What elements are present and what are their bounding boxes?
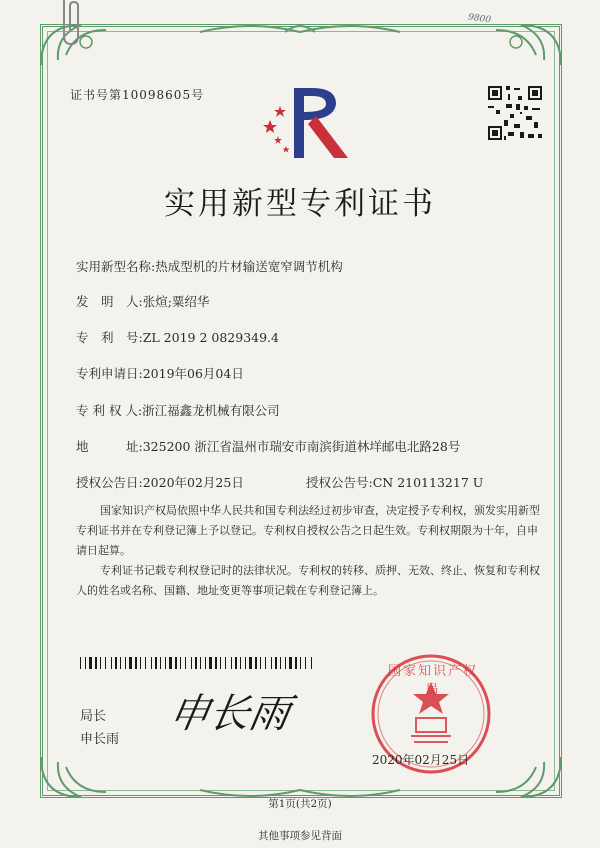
grant-date-value: 2020年02月25日 [142, 475, 244, 490]
ornament-top-right [476, 20, 566, 70]
grant-number-value: CN 210113217 U [372, 475, 484, 490]
barcode [80, 657, 314, 669]
patentee-row [76, 401, 280, 419]
inventor-value: 张煊;粟绍华 [142, 294, 210, 309]
seal-date: 2020年02月25日 [372, 753, 470, 767]
field-label: 授权公告日: [76, 475, 143, 490]
legal-status-paragraph: 专利证书记载专利权登记时的法律状况。专利权的转移、质押、无效、终止、恢复和专利权人的姓名或名称、国籍、地址变更等事项记载在专利登记簿上。 [76, 564, 540, 597]
patent-number-row [76, 328, 279, 346]
field-label: 地 址: [76, 439, 143, 454]
patent-number-value: ZL 2019 2 0829349.4 [142, 330, 279, 345]
director-name: 申长雨 [80, 732, 120, 747]
star-icon [274, 136, 282, 144]
handwritten-note: 9800 [467, 12, 492, 26]
ornament-bottom-left [36, 752, 126, 802]
certificate-number: 证书号第10098605号 [70, 88, 205, 102]
utility-model-name: 热成型机的片材输送宽窄调节机构 [155, 259, 343, 274]
field-label: 专利申请日: [76, 366, 143, 381]
field-label: 授权公告号: [306, 475, 373, 490]
field-label: 专 利 号: [76, 330, 143, 345]
address-value: 325200 浙江省温州市瑞安市南滨街道林垟邮电北路28号 [142, 439, 461, 454]
application-date-row [76, 364, 244, 382]
star-icon [263, 120, 277, 133]
utility-model-name-row [76, 257, 343, 275]
field-label: 实用新型名称: [76, 259, 156, 274]
address-row [76, 437, 460, 455]
application-date-value: 2019年06月04日 [142, 366, 244, 381]
field-label: 专 利 权 人: [76, 403, 143, 418]
grant-date-row [76, 473, 244, 491]
certificate-title: 实用新型专利证书 [164, 186, 436, 222]
inventor-row [76, 292, 209, 310]
back-page-note: 其他事项参见背面 [258, 830, 342, 842]
paper-clip [56, 0, 86, 48]
director-title: 局长 [80, 709, 107, 724]
ornament-top-center [200, 20, 400, 42]
star-icon [274, 106, 286, 117]
cnipa-logo [256, 80, 352, 164]
field-label: 发 明 人: [76, 294, 143, 309]
grant-number-row [306, 473, 483, 491]
patentee-value: 浙江福鑫龙机械有限公司 [142, 403, 280, 418]
qr-code [486, 84, 544, 142]
grant-paragraph: 国家知识产权局依照中华人民共和国专利法经过初步审查，决定授予专利权，颁发实用新型专利证书并在专利登记簿上予以登记。专利权自授权公告之日起生效。专利权期限为十年，自申请日起算。 [76, 504, 540, 557]
star-icon [283, 146, 290, 153]
director-signature: 申长雨 [165, 691, 294, 737]
seal-text: 国家知识产权局 [388, 664, 479, 698]
page-indicator: 第1页(共2页) [268, 798, 332, 810]
